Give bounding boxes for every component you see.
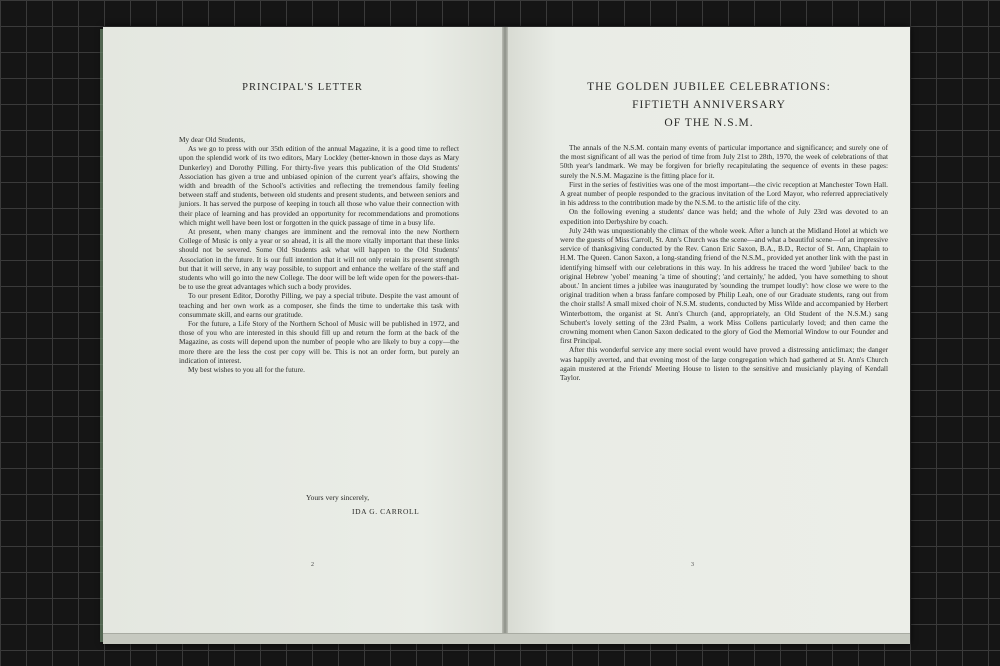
letter-closing: Yours very sincerely, xyxy=(306,493,370,502)
letter-paragraph: At present, when many changes are imminent and the removal into the new Northern College of Music is only a year or so ahead, it is all the more vitally important that these links should not be severed. Some Old Students ask what will happen to the Old Students' Association in the future. It is our full intention that it will not only retain its present strength but that it will serve, in any way possible, to support and enhance the welfare of the staff and students who will go into the new College. The door will be left wide open for the powers-that-be to use the great advantages which such a body provides. xyxy=(179,227,459,292)
article-paragraph: July 24th was unquestionably the climax of the whole week. After a lunch at the Midland Hotel at which we were the guests of Miss Carroll, St. Ann's Church was the scene—and what a beautiful scene—of an impressive service of thanksgiving conducted by the Rev. Canon Eric Saxon, B.A., B.D., Rector of St. Ann, Chaplain to H.M. The Queen. Canon Saxon, a long-standing friend of the N.S.M., provided yet another link with the past in identifying himself with our celebrations in this way. In his address he traced the word 'jubilee' back to the original Hebrew 'yobel' meaning 'a time of shouting'; 'and certainly,' he added, 'you have something to shout about.' In ancient times a jubilee was inaugurated by 'sounding the trumpet loudly': how close we were to the original tradition when a brass fanfare composed by Philip Leah, one of our Graduate students, rang out from the choir stalls! A small mixed choir of N.S.M. students, conducted by Miss Wilde and accompanied by Herbert Winterbottom, the organist at St. Ann's Church (and, appropriately, an Old Student of the N.S.M.) sang Schubert's lovely setting of the 23rd Psalm, a work Miss Collens particularly loved; and then came the crowning moment when Canon Saxon dedicated to the glory of God the Memorial Window to our Founder and first Principal. xyxy=(560,225,888,346)
article-title-line-3: OF THE N.S.M. xyxy=(664,117,754,129)
right-page xyxy=(508,27,910,644)
article-paragraph: First in the series of festivities was one of the most important—the civic reception at Manchester Town Hall. A great number of people responded to the gracious invitation of the Lord Mayor, who referred appreciatively in his address to the contribution made by the N.S.M. to the artistic life of the city. xyxy=(560,179,888,208)
article-paragraph: The annals of the N.S.M. contain many events of particular importance and significance; and surely one of the most significant of all was the period of time from July 21st to 28th, 1970, the week of celebrations of that 50th year's landmark. We may be forgiven for briefly recapitulating the sequence of events in these pages: surely the N.S.M. Magazine is the fitting place for it. xyxy=(560,143,888,180)
letter-paragraph: As we go to press with our 35th edition of the annual Magazine, it is a good time to reflect upon the splendid work of its two editors, Mary Lockley (better-known in those days as Mary Dunkerley) and Dorothy Pilling. For thirty-five years this publication of the Old Students' Association has given a true and unbiased opinion of the current year's affairs, showing the width and breadth of the School's activities and reflecting the tremendous family feeling between staff and students, between old students and present students, and between seniors and juniors. It has served the purpose of keeping in touch all those who value their connection with their place of learning and has provided an opportunity for recommendations and promotions which might well have been lost or forgotten in the quick passage of time in a busy life. xyxy=(179,144,459,227)
left-page xyxy=(103,27,502,644)
letter-paragraph: For the future, a Life Story of the Northern School of Music will be published in 1972, and those of you who are interested in this should fill up and return the form at the back of the Magazine, as costs will depend upon the number of people who are likely to buy a copy—the more there are the less the cost per copy will be. This is not an order form, but purely an indication of interest. xyxy=(179,319,459,365)
article-body xyxy=(560,143,888,382)
open-magazine-spread xyxy=(103,27,910,644)
letter-salutation: My dear Old Students, xyxy=(179,135,246,144)
right-page-number: 3 xyxy=(691,562,694,568)
article-paragraph: On the following evening a students' dance was held; and the whole of July 23rd was devoted to an expedition into Derbyshire by coach. xyxy=(560,207,888,226)
letter-paragraph: To our present Editor, Dorothy Pilling, we pay a special tribute. Despite the vast amount of teaching and her own work as a composer, she finds the time to undertake this task with consummate skill, and earns our gratitude. xyxy=(179,291,459,319)
letter-signature: IDA G. CARROLL xyxy=(352,507,420,516)
letter-body xyxy=(179,135,459,374)
article-title-line-2: FIFTIETH ANNIVERSARY xyxy=(632,99,786,111)
left-page-title: PRINCIPAL'S LETTER xyxy=(242,82,363,93)
page-bottom-edge xyxy=(103,633,910,644)
left-page-number: 2 xyxy=(311,562,314,568)
article-title-line-1: THE GOLDEN JUBILEE CELEBRATIONS: xyxy=(587,81,831,93)
article-paragraph: After this wonderful service any mere social event would have proved a distressing anticlimax; the danger was happily averted, and that evening most of the large congregation which had gathered at St. Ann's Church again mustered at the Friends' Meeting House to listen to the sensitive and musicianly playing of Kendall Taylor. xyxy=(560,345,888,383)
letter-paragraph: My best wishes to you all for the future. xyxy=(188,365,305,375)
